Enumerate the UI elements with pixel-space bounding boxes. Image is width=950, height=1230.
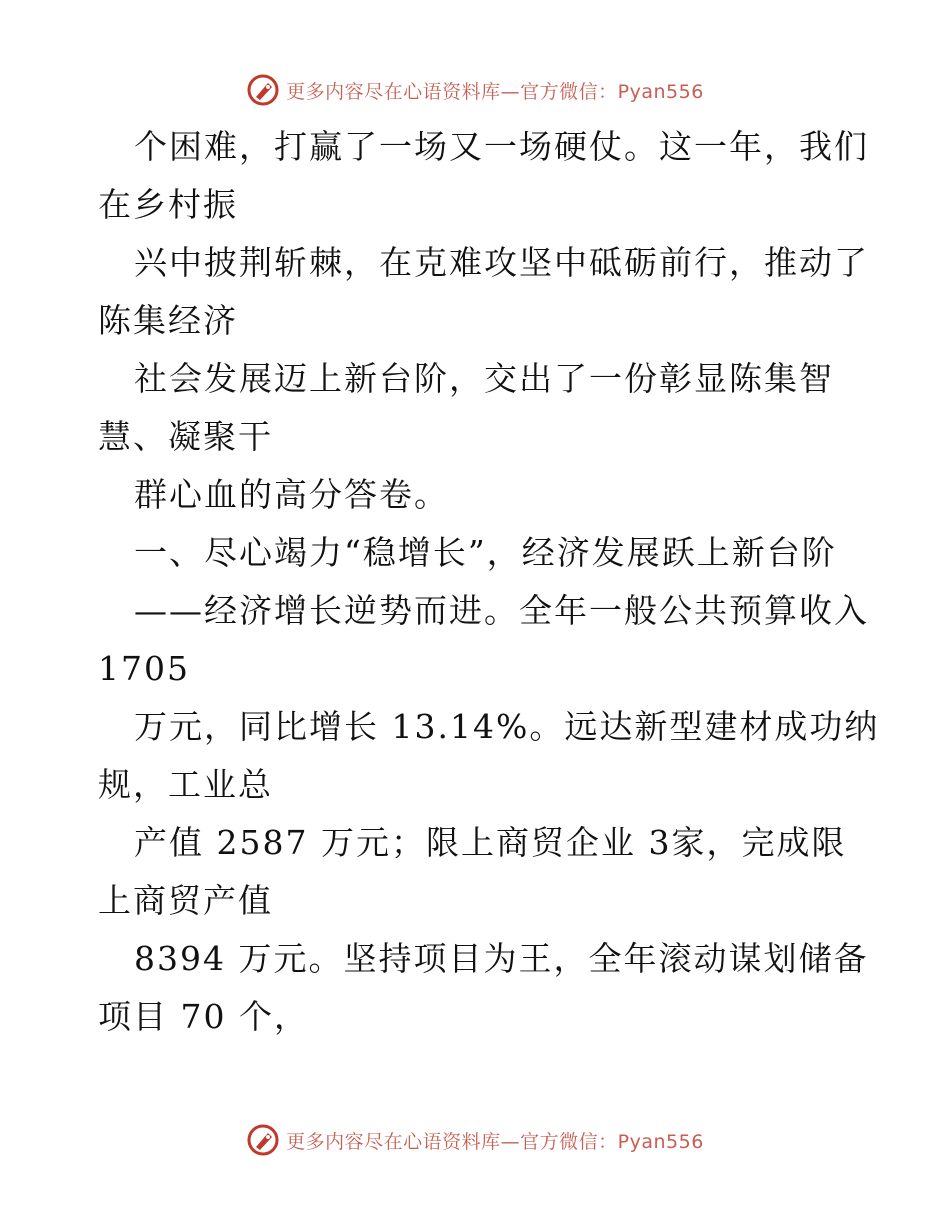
text-line: 万元，同比增长 13.14%。远达新型建材成功纳 [134, 707, 880, 746]
text-line: 产值 2587 万元；限上商贸企业 3家，完成限 [134, 823, 847, 862]
text-line: ——经济增长逆势而进。全年一般公共预算收入 [134, 591, 869, 630]
document-body [98, 118, 880, 1046]
text-line: 规，工业总 [98, 765, 273, 804]
header-banner-text: 更多内容尽在心语资料库—官方微信：Pyan556 [286, 80, 704, 103]
text-line: 陈集经济 [98, 301, 238, 340]
text-line: 项目 70 个， [98, 997, 309, 1036]
text-line: 上商贸产值 [98, 881, 273, 920]
text-line: 个困难，打赢了一场又一场硬仗。这一年，我们 [134, 127, 869, 166]
text-line: 8394 万元。坚持项目为王，全年滚动谋划储备 [134, 939, 869, 978]
pen-nib-logo-icon [246, 1123, 280, 1157]
text-line: 慧、凝聚干 [98, 417, 273, 456]
footer-watermark-banner [0, 1120, 950, 1160]
text-line: 1705 [98, 649, 190, 688]
text-line: 群心血的高分答卷。 [134, 475, 449, 514]
text-line: 兴中披荆斩棘，在克难攻坚中砥砺前行，推动了 [134, 243, 869, 282]
footer-banner-text: 更多内容尽在心语资料库—官方微信：Pyan556 [286, 1130, 704, 1153]
text-line: 社会发展迈上新台阶，交出了一份彰显陈集智 [134, 359, 834, 398]
text-line: 在乡村振 [98, 185, 238, 224]
pen-nib-logo-icon [246, 73, 280, 107]
section-heading: 一、尽心竭力“稳增长”，经济发展跃上新台阶 [134, 533, 837, 572]
header-watermark-banner [0, 70, 950, 110]
